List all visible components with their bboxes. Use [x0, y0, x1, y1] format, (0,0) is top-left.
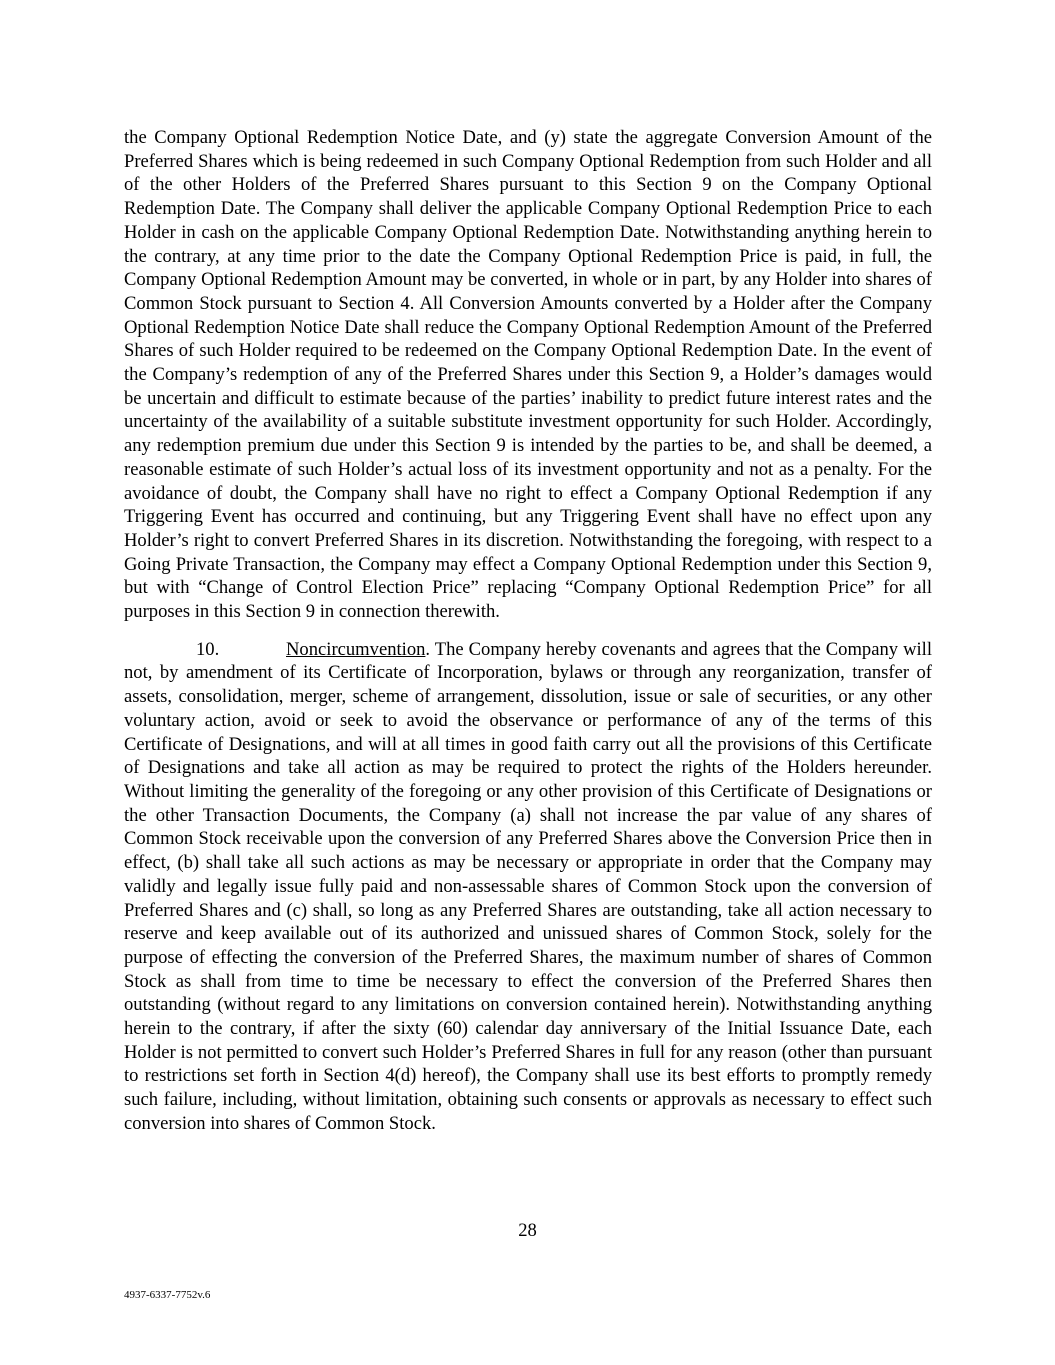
section-body: . The Company hereby covenants and agrees that the Company will not, by amendment of its Certificate of Incorporation, bylaws or through any reorganization, transfer of assets, consolidation, merger, scheme of arrangement, dissolution, issue or sale of securities, or any other voluntary action, avoid or seek to avoid the observance or performance of any of the terms of this Certificate of Designations, and will at all times in good faith carry out all the provisions of this Certificate of Designations and take all action as may be required to protect the rights of the Holders hereunder. Without limiting the generality of the foregoing or any other provision of this Certificate of Designations or the other Transaction Documents, the Company (a) shall not increase the par value of any shares of Common Stock receivable upon the conversion of any Preferred Shares above the Conversion Price then in effect, (b) shall take all such actions as may be necessary or appropriate in order that the Company may validly and legally issue fully paid and non-assessable shares of Common Stock upon the conversion of Preferred Shares and (c) shall, so long as any Preferred Shares are outstanding, take all action necessary to reserve and keep available out of its authorized and unissued shares of Common Stock, solely for the purpose of effecting the conversion of the Preferred Shares, the maximum number of shares of Common Stock as shall from time to time be necessary to effect the conversion of the Preferred Shares then outstanding (without regard to any limitations on conversion contained herein). Notwithstanding anything herein to the contrary, if after the sixty (60) calendar day anniversary of the Initial Issuance Date, each Holder is not permitted to convert such Holder’s Preferred Shares in full for any reason (other than pursuant to restrictions set forth in Section 4(d) hereof), the Company shall use its best efforts to promptly remedy such failure, including, without limitation, obtaining such consents or approvals as necessary to effect such conversion into shares of Common Stock.: [124, 638, 932, 1134]
page-body: [124, 126, 932, 1136]
page-number: 28: [518, 1220, 537, 1241]
section-heading: Noncircumvention: [286, 638, 426, 660]
paragraph-section-9-continuation: the Company Optional Redemption Notice Date, and (y) state the aggregate Conversion Amount of the Preferred Shares which is being redeemed in such Company Optional Redemption from such Holder and all of the other Holders of the Preferred Shares pursuant to this Section 9 on the Company Optional Redemption Date. The Company shall deliver the applicable Company Optional Redemption Price to each Holder in cash on the applicable Company Optional Redemption Date. Notwithstanding anything herein to the contrary, at any time prior to the date the Company Optional Redemption Price is paid, in full, the Company Optional Redemption Amount may be converted, in whole or in part, by any Holder into shares of Common Stock pursuant to Section 4. All Conversion Amounts converted by a Holder after the Company Optional Redemption Notice Date shall reduce the Company Optional Redemption Amount of the Preferred Shares of such Holder required to be redeemed on the Company Optional Redemption Date. In the event of the Company’s redemption of any of the Preferred Shares under this Section 9, a Holder’s damages would be uncertain and difficult to estimate because of the parties’ inability to predict future interest rates and the uncertainty of the availability of a suitable substitute investment opportunity for such Holder. Accordingly, any redemption premium due under this Section 9 is intended by the parties to be, and shall be deemed, a reasonable estimate of such Holder’s actual loss of its investment opportunity and not as a penalty. For the avoidance of doubt, the Company shall have no right to effect a Company Optional Redemption if any Triggering Event has occurred and continuing, but any Triggering Event shall have no effect upon any Holder’s right to convert Preferred Shares in its discretion. Notwithstanding the foregoing, with respect to a Going Private Transaction, the Company may effect a Company Optional Redemption under this Section 9, but with “Change of Control Election Price” replacing “Company Optional Redemption Price” for all purposes in this Section 9 in connection therewith.: [124, 127, 932, 623]
document-id: 4937-6337-7752v.6: [124, 1289, 211, 1301]
paragraph-section-10: [124, 638, 932, 1136]
section-number: 10.: [196, 638, 220, 660]
